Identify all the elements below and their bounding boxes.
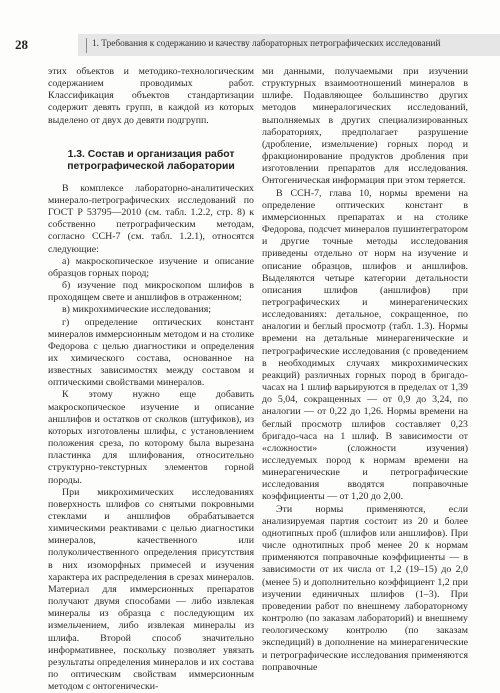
paragraph: Эти нормы применяются, если анализируемая партия состоит из 20 и более однотипных проб (шлифов или аншлифов). При числе однотипных проб менее 20 к нормам применяются поправочные коэффициенты — в зависимости от их числа от 1,2 (19–15) до 2,0 (менее 5) и дополнительно коэффициент 1,2 при изучении единичных шлифов (1–3). При проведении работ по внешнему лабораторному контролю (по заказам лабораторий) и внешнему геологическому контролю (по заказам экспедиций) в дополнение на минерагенические и петрографические исследования применяются поправочные [262, 503, 468, 673]
paragraph: В комплексе лабораторно-аналитических минерало-петрографических исследований по ГОСТ Р 53795—2010 (см. табл. 1.2.2, стр. 8) к собственно петрографическим методам, согласно ССН-7 (см. табл. 1.2.1), относятся следующие: [48, 182, 254, 255]
paragraph: При микрохимических исследованиях поверхность шлифов со снятыми покровными стеклами и аншлифов обрабатывается химическими реактивами с целью диагностики минералов, качественного или полуколичественного определения присутствия в них изоморфных примесей и изучения характера их распределения в срезах минералов. Материал для иммерсионных препаратов получают двумя способами — либо извлекая минералы из образца с последующим их измельчением, либо извлекая минералы из шлифа. Второй способ значительно информативнее, поскольку позволяет увязать результаты определения минералов и их состава по оптическим свойствам иммерсионным методом с онтогенически- [48, 486, 254, 693]
running-head: 1. Требования к содержанию и качеству лабораторных петрографических исследований [92, 39, 441, 49]
section-heading [48, 149, 254, 174]
header-separator [86, 38, 87, 53]
section-heading-line-2: петрографической лаборатории [67, 161, 235, 173]
paragraph-continuation: ми данными, получаемыми при изучении структурных взаимоотношений минералов в шлифе. Подавляющее большинство других методов минералогических исследований, выполняемых в других специализированных лабораториях, предполагает разрушение (дробление, измельчение) горных пород и фракционирование продуктов дробления при изготовлении препаратов для исследования. Онтогеническая информация при этом теряется. [262, 66, 468, 187]
left-column [48, 66, 254, 693]
intro-paragraph: этих объектов и методико-технологическим содержанием проводимых работ. Классификация объектов стандартизации содержит девять групп, в каждой из которых выделено от двух до девяти подгрупп. [48, 66, 254, 126]
list-item-v: в) микрохимические исследования; [62, 304, 212, 316]
paragraph: К этому нужно еще добавить макроскопическое изучение и описание аншлифов и остатков от сколков (штуфиков), из которых изготовлены шлифы, с установлением положения среза, по которому была вырезана пластинка для шлифования, относительно структурно-текстурных элементов горной породы. [48, 389, 254, 486]
list-item-b: б) изучение под микроскопом шлифов в проходящем свете и аншлифов в отраженном; [48, 280, 254, 304]
paragraph: В ССН-7, глава 10, нормы времени на определение оптических констант в иммерсионных препаратах и на столике Федорова, подсчет минералов пушинтегратором и другие точные методы исследования приведены отдельно от норм на изучение и описание образцов, шлифов и аншлифов. Выделяются четыре категории детальности описания шлифов (аншлифов) при петрографических и минерагенических исследованиях: детальное, сокращенное, по аналогии и беглый просмотр (табл. 1.3). Нормы времени на детальные минерагенические и петрографические исследования (с проведением в необходимых случаях микрохимических реакций) различных горных пород в бригадо-часах на 1 шлиф варьируются в пределах от 1,39 до 5,04, сокращенных — от 0,9 до 3,24, по аналогии — от 0,22 до 1,26. Нормы времени на беглый просмотр шлифов составляет 0,23 бригадо-часа на 1 шлиф. В зависимости от «сложности» (сложности изучения) исследуемых пород к нормам времени на минерагенические и петрографические исследования вводятся поправочные коэффициенты — от 1,20 до 2,00. [262, 187, 468, 503]
page-number: 28 [15, 37, 28, 52]
list-item-g: г) определение оптических констант минералов иммерсионным методом и на столике Федорова с целью диагностики и определения их химического состава, основанное на известных зависимостях между составом и оптическими свойствами минералов. [48, 316, 254, 389]
right-column [262, 66, 468, 674]
section-heading-line-1: 1.3. Состав и организация работ [67, 148, 235, 160]
list-item-a: а) макроскопическое изучение и описание образцов горных пород; [48, 255, 254, 279]
